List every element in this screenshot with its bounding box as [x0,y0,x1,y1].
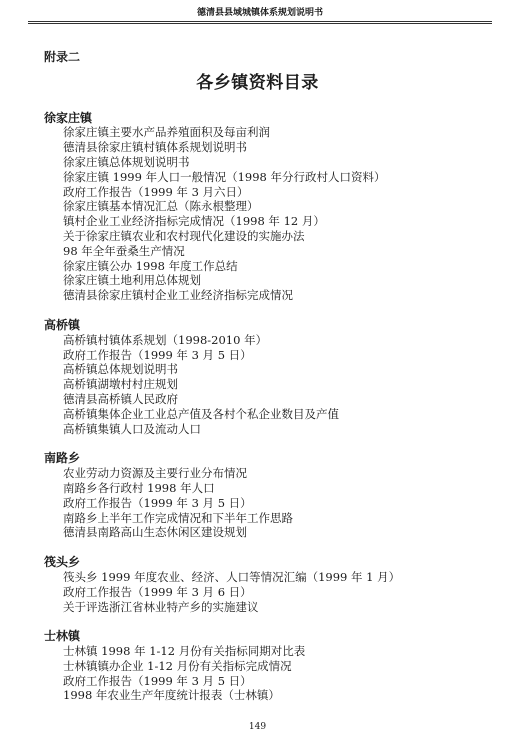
toc-item: 高桥镇集体企业工业总产值及各村个私企业数目及产值 [63,406,339,421]
section-heading: 筏头乡 [44,555,81,570]
toc-item: 德清县南路高山生态休闲区建设规划 [63,525,247,540]
toc-item: 徐家庄镇总体规划说明书 [63,154,190,169]
toc-item: 筏头乡 1999 年度农业、经济、人口等情况汇编（1999 年 1 月） [63,569,401,584]
toc-item: 徐家庄镇主要水产品养殖面积及每亩利润 [63,125,270,140]
toc-item: 德清县高桥镇人民政府 [63,391,178,406]
section-heading: 士林镇 [44,629,81,644]
toc-item: 政府工作报告（1999 年 3 月 5 日） [63,495,252,510]
toc-item: 镇村企业工业经济指标完成情况（1998 年 12 月） [63,214,325,229]
toc-item: 士林镇镇办企业 1-12 月份有关指标完成情况 [63,658,292,673]
toc-item: 南路乡上半年工作完成情况和下半年工作思路 [63,510,293,525]
toc-item: 政府工作报告（1999 年 3 月 6 日） [63,584,252,599]
toc-section [0,629,515,703]
appendix-label: 附录二 [44,50,81,64]
toc-item: 农业劳动力资源及主要行业分布情况 [63,466,247,481]
section-heading: 高桥镇 [44,317,81,332]
toc-item: 关于徐家庄镇农业和农村现代化建设的实施办法 [63,228,305,243]
toc-item: 徐家庄镇土地利用总体规划 [63,273,201,288]
toc-section [0,451,515,540]
toc-item: 徐家庄镇基本情况汇总（陈永根整理） [63,199,259,214]
page-title: 各乡镇资料目录 [196,73,319,93]
page-number: 149 [248,722,267,732]
toc-item: 德清县徐家庄镇村企业工业经济指标完成情况 [63,288,293,303]
toc-item: 高桥镇总体规划说明书 [63,362,178,377]
toc-item: 高桥镇集镇人口及流动人口 [63,421,201,436]
toc-item: 南路乡各行政村 1998 年人口 [63,480,215,495]
toc-section [0,555,515,614]
toc-item: 德清县徐家庄镇村镇体系规划说明书 [63,140,247,155]
toc-section [0,318,515,436]
toc-item: 98 年全年蚕桑生产情况 [63,243,185,258]
toc-item: 徐家庄镇 1999 年人口一般情况（1998 年分行政村人口资料） [63,169,386,184]
toc-item: 政府工作报告（1999 年 3 月 5 日） [63,673,252,688]
toc-item: 徐家庄镇公办 1998 年度工作总结 [63,258,238,273]
section-heading: 徐家庄镇 [44,110,93,125]
toc-item: 1998 年农业生产年度统计报表（士林镇） [63,688,280,703]
toc-item: 政府工作报告（1999 年 3 月六日） [63,184,249,199]
toc-item: 高桥镇湖墩村村庄规划 [63,377,178,392]
toc-item: 关于评选浙江省林业特产乡的实施建议 [63,599,259,614]
toc-item: 政府工作报告（1999 年 3 月 5 日） [63,347,252,362]
toc-section [0,111,515,303]
table-of-contents [0,111,515,704]
toc-item: 高桥镇村镇体系规划（1998-2010 年） [63,332,268,347]
toc-item: 士林镇 1998 年 1-12 月份有关指标同期对比表 [63,644,306,659]
running-header: 德清县县域城镇体系规划说明书 [28,6,492,24]
section-heading: 南路乡 [44,451,81,466]
